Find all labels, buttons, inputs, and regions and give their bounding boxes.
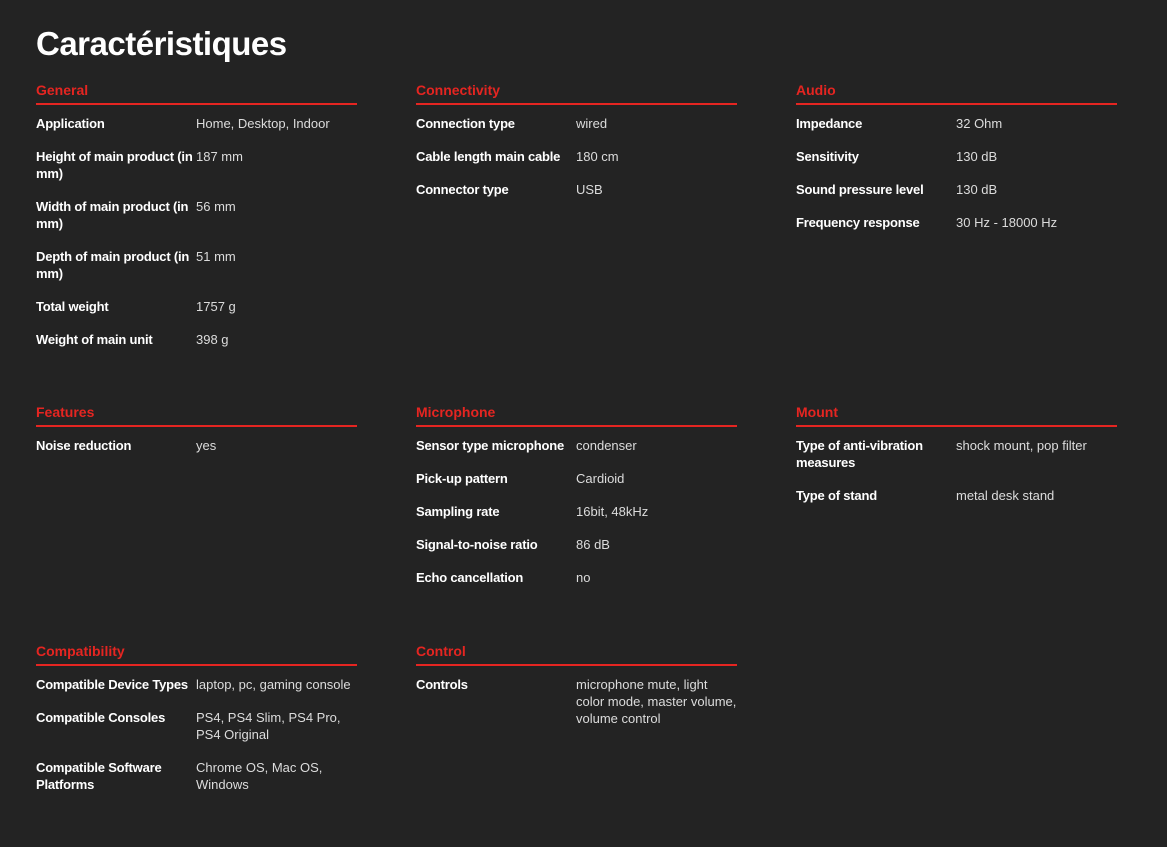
spec-label: Weight of main unit [36,332,153,347]
spec-label: Application [36,116,105,131]
spec-row [36,148,357,182]
spec-value: USB [576,182,603,197]
spec-row [36,115,357,132]
spec-label: Total weight [36,299,109,314]
spec-value: 16bit, 48kHz [576,504,649,519]
section-general [36,81,357,364]
spec-label: Noise reduction [36,438,132,453]
section-title: Compatibility [36,642,357,666]
spec-row [416,181,737,198]
spec-label: Cable length main cable [416,149,561,164]
section-audio [796,81,1117,247]
spec-label: Type of stand [796,488,877,503]
spec-list [36,105,357,348]
spec-label: Compatible Device Types [36,677,188,692]
spec-value: PS4, PS4 Slim, PS4 Pro, PS4 Original [196,710,341,742]
spec-value: 398 g [196,332,229,347]
section-title: Connectivity [416,81,737,105]
spec-value: microphone mute, light color mode, master volume, volume control [576,677,737,726]
spec-list [416,427,737,586]
spec-value: 180 cm [576,149,619,164]
spec-value: Home, Desktop, Indoor [196,116,330,131]
spec-label: Compatible Consoles [36,710,166,725]
spec-row [36,331,357,348]
spec-value: 32 Ohm [956,116,1003,131]
spec-label: Type of anti-vibration measures [796,438,923,470]
spec-row [416,676,737,727]
section-title: General [36,81,357,105]
spec-label: Width of main product (in mm) [36,199,189,231]
spec-value: metal desk stand [956,488,1055,503]
spec-list [36,666,357,793]
spec-value: 1757 g [196,299,236,314]
spec-label: Sensitivity [796,149,859,164]
spec-label: Signal-to-noise ratio [416,537,538,552]
section-microphone [416,403,737,602]
spec-label: Pick-up pattern [416,471,508,486]
spec-label: Compatible Software Platforms [36,760,162,792]
section-title: Control [416,642,737,666]
page-title: Caractéristiques [36,25,287,62]
spec-label: Connection type [416,116,515,131]
section-title: Microphone [416,403,737,427]
spec-label: Impedance [796,116,863,131]
spec-label: Sampling rate [416,504,500,519]
section-title: Mount [796,403,1117,427]
spec-row [36,298,357,315]
spec-row [416,470,737,487]
spec-value: no [576,570,591,585]
spec-value: 187 mm [196,149,243,164]
spec-value: 86 dB [576,537,610,552]
spec-row [416,437,737,454]
spec-value: Chrome OS, Mac OS, Windows [196,760,323,792]
spec-row [36,437,357,454]
spec-label: Sound pressure level [796,182,924,197]
spec-row [796,115,1117,132]
section-mount [796,403,1117,520]
spec-value: 56 mm [196,199,236,214]
section-control [416,642,737,743]
spec-row [36,759,357,793]
spec-row [36,709,357,743]
spec-row [416,569,737,586]
spec-value: laptop, pc, gaming console [196,677,351,692]
spec-value: Cardioid [576,471,625,486]
spec-value: wired [576,116,608,131]
spec-row [796,437,1117,471]
spec-value: condenser [576,438,637,453]
spec-list [36,427,357,454]
spec-list [416,666,737,727]
spec-row [416,503,737,520]
spec-value: 51 mm [196,249,236,264]
spec-row [416,536,737,553]
spec-row [796,214,1117,231]
spec-row [796,148,1117,165]
spec-label: Height of main product (in mm) [36,149,193,181]
spec-row [416,148,737,165]
spec-list [416,105,737,198]
spec-row [36,248,357,282]
spec-list [796,427,1117,504]
spec-row [36,676,357,693]
spec-row [416,115,737,132]
spec-label: Controls [416,677,468,692]
spec-value: yes [196,438,217,453]
spec-value: 130 dB [956,182,998,197]
spec-value: 30 Hz - 18000 Hz [956,215,1058,230]
spec-list [796,105,1117,231]
spec-row [36,198,357,232]
spec-value: shock mount, pop filter [956,438,1087,453]
spec-label: Connector type [416,182,509,197]
spec-label: Echo cancellation [416,570,524,585]
spec-label: Sensor type microphone [416,438,565,453]
section-title: Audio [796,81,1117,105]
section-compatibility [36,642,357,809]
section-title: Features [36,403,357,427]
spec-row [796,181,1117,198]
spec-value: 130 dB [956,149,998,164]
spec-label: Frequency response [796,215,920,230]
section-features [36,403,357,470]
spec-row [796,487,1117,504]
spec-label: Depth of main product (in mm) [36,249,190,281]
section-connectivity [416,81,737,214]
